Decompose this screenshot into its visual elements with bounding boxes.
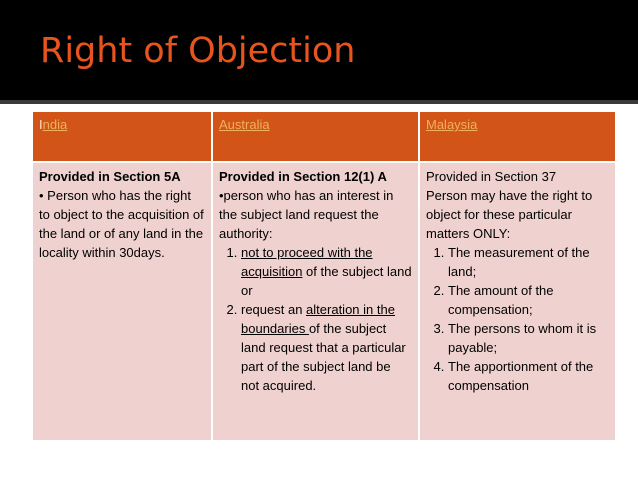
table-header-row — [32, 111, 616, 162]
column-header-india — [32, 111, 212, 162]
india-cell — [32, 162, 212, 441]
india-header-initial: I — [39, 117, 43, 132]
australia-intro: •person who has an interest in the subject land request the authority: — [219, 188, 394, 241]
malaysia-list-item: 4. The apportionment of the compensation — [448, 357, 609, 395]
malaysia-cell — [419, 162, 616, 441]
malaysia-list — [426, 243, 609, 395]
australia-list-item — [241, 300, 412, 395]
india-heading: Provided in Section 5A — [39, 169, 181, 184]
malaysia-heading: Provided in Section 37 — [426, 169, 557, 184]
malaysia-list-item: 1. The measurement of the land; — [448, 243, 609, 281]
australia-cell — [212, 162, 419, 441]
underlined-text: not to proceed with the acquisition — [241, 245, 373, 279]
australia-heading: Provided in Section 12(1) A — [219, 169, 387, 184]
column-header-malaysia — [419, 111, 616, 162]
comparison-table — [31, 110, 617, 442]
australia-header-link[interactable]: Australia — [219, 117, 270, 132]
column-header-australia — [212, 111, 419, 162]
item-text: of the subject land or — [241, 264, 412, 298]
table-body-row — [32, 162, 616, 441]
malaysia-header-link[interactable]: Malaysia — [426, 117, 478, 132]
malaysia-list-item: 2. The amount of the compensation; — [448, 281, 609, 319]
australia-list-item — [241, 243, 412, 300]
malaysia-intro: Person may have the right to object for these particular matters ONLY: — [426, 188, 593, 241]
title-bar-divider — [0, 100, 638, 104]
underlined-text: alteration in the boundaries — [241, 302, 395, 336]
item-text: of the subject land request that a particular part of the subject land be not acquired. — [241, 321, 406, 393]
slide-title: Right of Objection — [40, 31, 356, 71]
malaysia-list-item: 3. The persons to whom it is payable; — [448, 319, 609, 357]
india-header-link[interactable]: ndia — [42, 117, 68, 132]
india-body: • Person who has the right to object to the acquisition of the land or of any land in the locality within 30days. — [39, 188, 204, 260]
australia-list — [219, 243, 412, 395]
item-text: request an — [241, 302, 307, 317]
